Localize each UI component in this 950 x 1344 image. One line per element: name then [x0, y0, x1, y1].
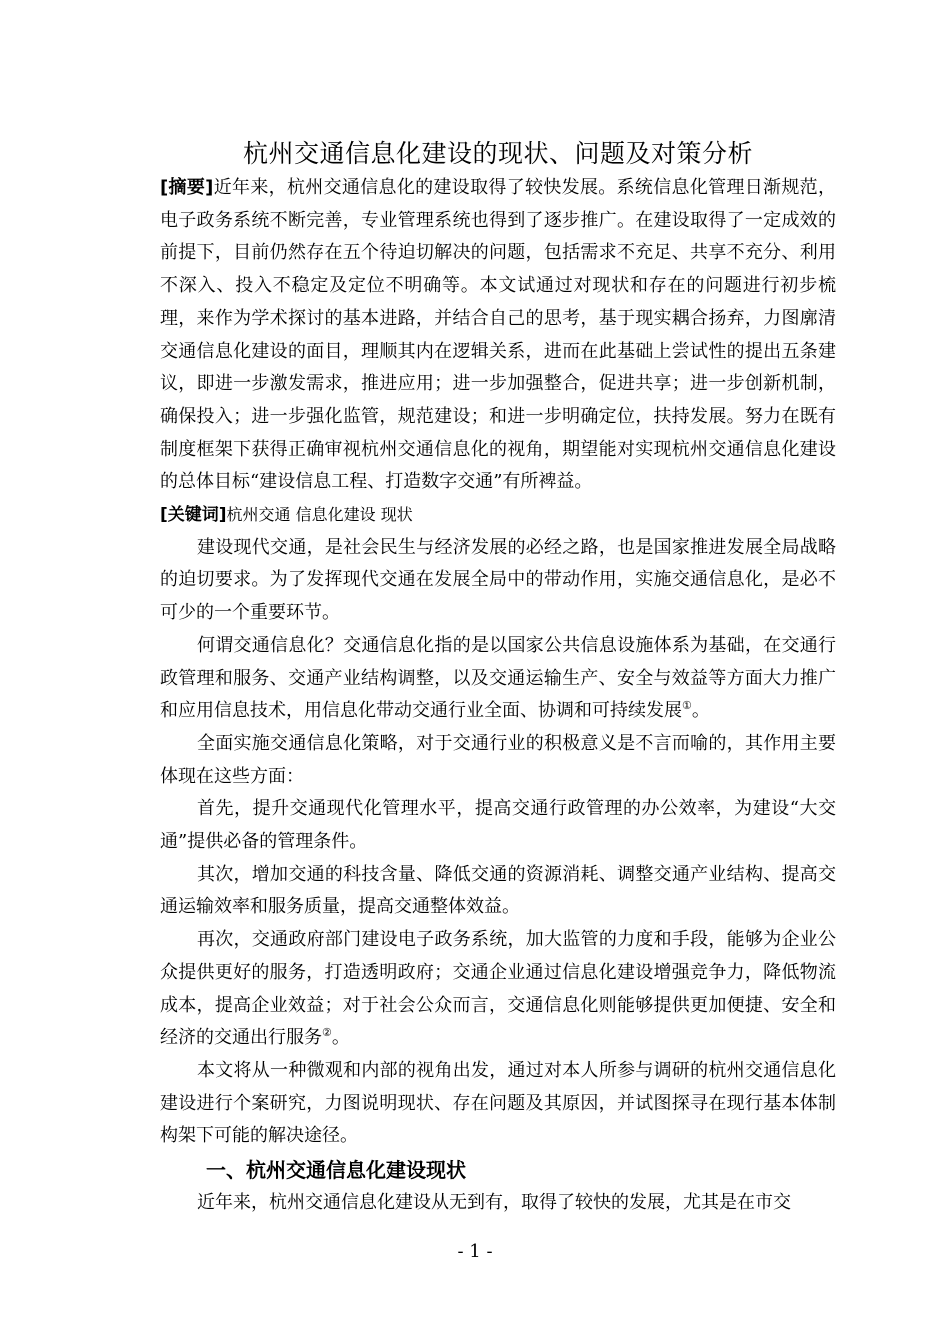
paragraph-text: 再次，交通政府部门建设电子政务系统，加大监管的力度和手段，能够为企业公众提供更好的服务，打造透明政府；交通企业通过信息化建设增强竞争力，降低物流成本，提高企业效益；对于社会公众而言，交通信息化则能够提供更加便捷、安全和经济的交通出行服务 [160, 929, 836, 1049]
body-paragraph-2 [160, 630, 836, 728]
page-number: - 1 - [457, 1241, 493, 1262]
section-heading: 一、杭州交通信息化建设现状 [206, 1158, 466, 1183]
body-paragraph-7 [160, 1055, 836, 1153]
paragraph-tail: 。 [331, 1027, 350, 1049]
abstract-label: [摘要] [160, 177, 214, 198]
document-body [160, 172, 836, 1220]
abstract-paragraph [160, 172, 836, 499]
section-paragraph: 近年来，杭州交通信息化建设从无到有，取得了较快的发展，尤其是在市交 [197, 1192, 791, 1214]
body-paragraph-6 [160, 924, 836, 1055]
paragraph-text: 本文将从一种微观和内部的视角出发，通过对本人所参与调研的杭州交通信息化建设进行个案研究，力图说明现状、存在问题及其原因，并试图探寻在现行基本体制构架下可能的解决途径。 [160, 1059, 836, 1147]
footnote-marker-2: ② [322, 1026, 332, 1040]
abstract-text: 近年来，杭州交通信息化的建设取得了较快发展。系统信息化管理日渐规范，电子政务系统不断完善，专业管理系统也得到了逐步推广。在建设取得了一定成效的前提下，目前仍然存在五个待迫切解决的问题，包括需求不充足、共享不充分、利用不深入、投入不稳定及定位不明确等。本文试通过对现状和存在的问题进行初步梳理，来作为学术探讨的基本进路，并结合自己的思考，基于现实耦合扬弃，力图廓清交通信息化建设的面目，理顺其内在逻辑关系，进而在此基础上尝试性的提出五条建议，即进一步激发需求，推进应用；进一步加强整合，促进共享；进一步创新机制，确保投入；进一步强化监管，规范建设；和进一步明确定位，扶持发展。努力在既有制度框架下获得正确审视杭州交通信息化的视角，期望能对实现杭州交通信息化建设的总体目标“建设信息工程、打造数字交通”有所裨益。 [160, 177, 836, 493]
keywords-text: 杭州交通 信息化建设 现状 [226, 505, 413, 525]
paragraph-tail: 。 [691, 700, 710, 722]
paragraph-text: 其次，增加交通的科技含量、降低交通的资源消耗、调整交通产业结构、提高交通运输效率和服务质量，提高交通整体效益。 [160, 863, 836, 918]
body-paragraph-4 [160, 793, 836, 858]
keywords-line [160, 499, 836, 532]
paragraph-text: 何谓交通信息化？交通信息化指的是以国家公共信息设施体系为基础，在交通行政管理和服务、交通产业结构调整，以及交通运输生产、安全与效益等方面大力推广和应用信息技术，用信息化带动交通行业全面、协调和可持续发展 [160, 634, 836, 722]
paragraph-text: 全面实施交通信息化策略，对于交通行业的积极意义是不言而喻的，其作用主要体现在这些方面： [160, 732, 836, 787]
paragraph-text: 建设现代交通，是社会民生与经济发展的必经之路，也是国家推进发展全局战略的迫切要求。为了发挥现代交通在发展全局中的带动作用，实施交通信息化，是必不可少的一个重要环节。 [160, 536, 836, 624]
paragraph-text: 首先，提升交通现代化管理水平，提高交通行政管理的办公效率，为建设“大交通”提供必备的管理条件。 [160, 798, 836, 853]
body-paragraph-3 [160, 728, 836, 793]
body-paragraph-1 [160, 532, 836, 630]
body-paragraph-5 [160, 859, 836, 924]
document-title: 杭州交通信息化建设的现状、问题及对策分析 [242, 139, 753, 168]
keywords-label: [关键词] [160, 505, 227, 526]
footnote-marker-1: ① [682, 699, 692, 713]
